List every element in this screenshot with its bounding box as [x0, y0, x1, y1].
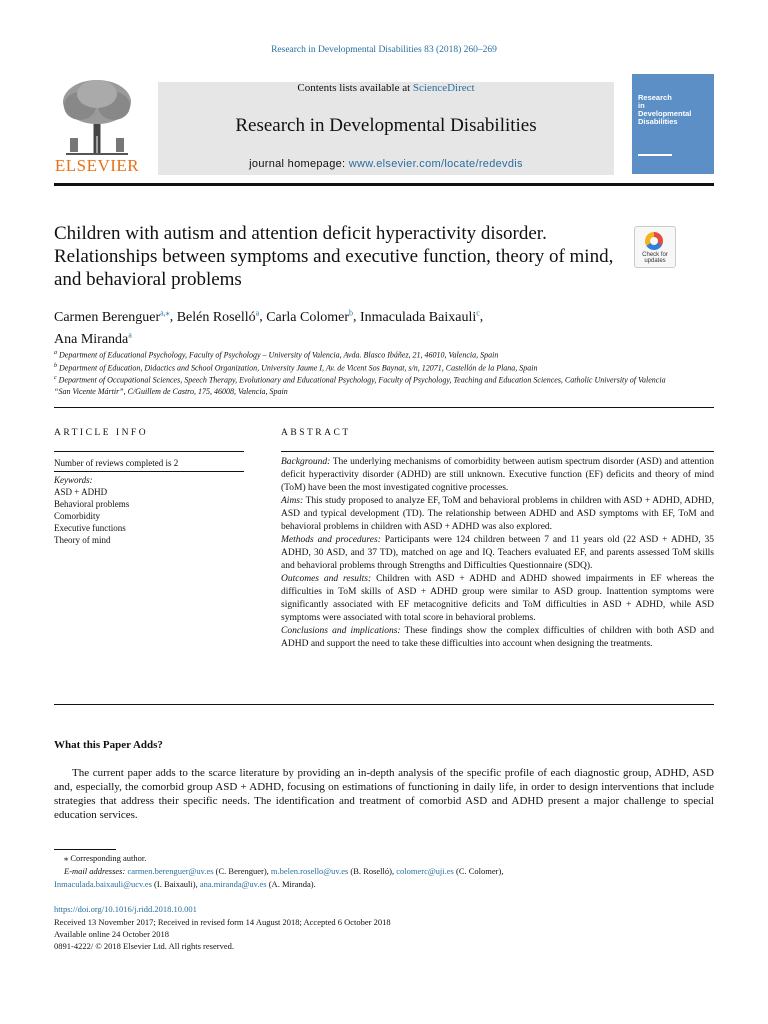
article-info — [54, 457, 244, 546]
abstract-heading: ABSTRACT — [281, 428, 351, 438]
affiliation: $^c$ Department of Occupational Sciences, Speech Therapy, Evolutionary and Educational Psychology, Faculty of Psychology, Teaching and Education Sciences, Catholic University of Valencia “San Vicente Mártir”, C/Guillem de Castro, 175, 46008, Valencia, Spain — [54, 375, 666, 396]
abstract-end-rule — [54, 704, 714, 705]
abstract-section: Conclusions and implications: These findings show the complex difficulties of children with both ASD and ADHD and support the need to take these difficulties into account when designing the treatments. — [281, 626, 714, 649]
affiliations — [54, 348, 674, 397]
email-addresses-cont: Inmaculada.baixauli@ucv.es (I. Baixauli), ana.miranda@uv.es (A. Miranda). — [54, 879, 316, 889]
abstract-section: Background: The underlying mechanisms of comorbidity between autism spectrum disorder (ASD) and attention deficit hyperactivity disorder (ADHD) are still unknown. Executive function (EF) deficits and theory of mind (ToM) have been the most investigated cognitive processes. — [281, 457, 714, 493]
keywords-label: Keywords: — [54, 475, 93, 485]
abstract-rule — [281, 451, 714, 452]
author[interactable]: Belén Roselló$^a$ — [176, 308, 260, 325]
article-title: Children with autism and attention deficit hyperactivity disorder. Relationships between symptoms and executive function, theory of mind, and behavioral problems — [54, 223, 614, 290]
footnote-rule — [54, 849, 116, 850]
sciencedirect-link[interactable]: ScienceDirect — [412, 82, 475, 94]
body-paragraph: The current paper adds to the scarce literature by providing an in-depth analysis of the specific profile of each diagnostic group, ADHD, ASD and, especially, the comorbid group ASD + ADHD, focusing on estimations of functioning in daily life, in order to design interventions that include strategies that address their specific needs. The identification and treatment of comorbid ASD and ADHD present a major challenge to special education services. — [54, 767, 714, 821]
email-link[interactable]: ana.miranda@uv.es — [199, 879, 267, 889]
keyword: ASD + ADHD — [54, 487, 108, 497]
journal-homepage-link[interactable]: www.elsevier.com/locate/redevdis — [348, 158, 523, 170]
journal-reference[interactable]: Research in Developmental Disabilities 83 (2018) 260–269 — [271, 45, 497, 55]
section-heading: What this Paper Adds? — [54, 739, 163, 751]
affiliation: $^a$ Department of Educational Psychology, Faculty of Psychology – University of Valencia, Avda. Blasco Ibáñez, 21, 46010, Valencia, Spain — [54, 350, 499, 360]
journal-cover[interactable] — [632, 74, 714, 174]
email-link[interactable]: Inmaculada.baixauli@ucv.es — [54, 879, 152, 889]
corresponding-author-note: ⁎ Corresponding author. — [64, 853, 147, 863]
abstract-body — [281, 456, 714, 651]
email-link[interactable]: colomerc@uji.es — [396, 866, 454, 876]
elsevier-wordmark: ELSEVIER — [54, 156, 140, 175]
keyword: Behavioral problems — [54, 499, 130, 509]
journal-homepage-line: journal homepage: www.elsevier.com/locate/redevdis — [249, 158, 523, 170]
author[interactable]: Carmen Berenguer$^{a,⁎}$ — [54, 308, 170, 325]
header-rule — [54, 183, 714, 186]
author[interactable]: Inmaculada Baixauli$^c$ — [360, 308, 480, 325]
online-date: Available online 24 October 2018 — [54, 929, 170, 939]
article-info-heading: ARTICLE INFO — [54, 428, 149, 438]
copyright: 0891-4222/ © 2018 Elsevier Ltd. All rights reserved. — [54, 941, 234, 951]
section-rule — [54, 407, 714, 408]
keyword: Comorbidity — [54, 511, 101, 521]
article-info-rule — [54, 451, 244, 452]
abstract-section: Outcomes and results: Children with ASD + ADHD and ADHD showed impairments in EF whereas the difficulties in ToM skills of ASD + ADHD group were similar to ASD group. Inattention symptoms were significantly associated with EF metacognitive deficits and ToM difficulties in ASD + ADHD, while ASD symptoms were associated with total score in behavioral problems. — [281, 574, 714, 623]
affiliation: $^b$ Department of Education, Didactics and School Organization, University Jaume I, Av. de Vicent Sos Baynat, s/n, 12071, Castellón de la Plana, Spain — [54, 362, 538, 373]
keyword: Executive functions — [54, 523, 126, 533]
abstract-section: Aims: This study proposed to analyze EF, ToM and behavioral problems in children with ASD + ADHD, ADHD, ASD and typical development (TD). The relationship between ADHD and ASD symptoms with EF, ToM and behavioral problems in children with ASD + ADHD was also explored. — [281, 496, 714, 532]
email-addresses: E-mail addresses: carmen.berenguer@uv.es (C. Berenguer), m.belen.rosello@uv.es (B. Roselló), colomerc@uji.es (C. Colomer), — [64, 866, 504, 876]
contents-line: Contents lists available at ScienceDirect — [297, 82, 475, 94]
author[interactable]: Ana Miranda$^a$ — [54, 330, 132, 348]
history-dates: Received 13 November 2017; Received in revised form 14 August 2018; Accepted 6 October 2018 — [54, 917, 391, 927]
cover-rule — [638, 154, 672, 156]
cover-title: Research in Developmental Disabilities — [638, 93, 692, 126]
abstract-section: Methods and procedures: Participants were 124 children between 7 and 11 years old (22 ASD + ADHD, 35 ADHD, 30 ASD, and 37 TD), matched on age and IQ. Teachers evaluated EF, and parents assessed ToM skills and behavioral problems through Strengths and Difficulties Questionnaire (SDQ). — [281, 535, 714, 571]
email-link[interactable]: m.belen.rosello@uv.es — [270, 866, 349, 876]
elsevier-tree-icon — [58, 76, 136, 156]
author-list: Carmen Berenguer$^{a,⁎}$, Belén Roselló$^a$, Carla Colomer$^b$, Inmaculada Baixauli$^c$, Ana Miranda$^a$ — [54, 308, 484, 348]
journal-header-band — [158, 82, 614, 175]
check-updates-label: Check for updates — [642, 252, 668, 264]
journal-title: Research in Developmental Disabilities — [235, 115, 537, 136]
check-for-updates-button[interactable] — [634, 226, 676, 268]
check-updates-icon — [645, 232, 663, 250]
keyword: Theory of mind — [54, 535, 111, 545]
elsevier-logo — [54, 74, 140, 178]
email-link[interactable]: carmen.berenguer@uv.es — [127, 866, 214, 876]
reviews-count: Number of reviews completed is 2 — [54, 457, 244, 472]
author[interactable]: Carla Colomer$^b$ — [266, 308, 353, 325]
footnotes — [54, 852, 714, 891]
doi-link[interactable]: https://doi.org/10.1016/j.ridd.2018.10.001 — [54, 904, 197, 914]
article-dates — [54, 916, 714, 952]
